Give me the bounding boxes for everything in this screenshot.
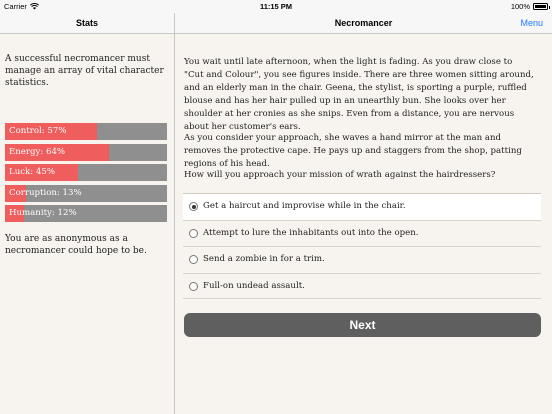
choice-option[interactable] [183,193,541,220]
choice-label: Get a haircut and improvise while in the chair. [203,201,406,211]
stats-pane [0,34,174,414]
choice-list [183,193,541,299]
stat-bar-label: Corruption: 13% [9,187,82,198]
radio-icon[interactable] [189,255,198,264]
stats-note: You are as anonymous as a necromancer could hope to be. [5,234,147,256]
story-title: Necromancer [334,18,393,28]
stat-bar-label: Luck: 45% [9,167,55,177]
choice-label: Full-on undead assault. [203,280,305,291]
menu-button[interactable]: Menu [520,18,543,28]
status-bar [0,0,552,13]
battery-percent: 100% [510,2,530,11]
choice-option[interactable] [183,273,541,300]
choice-option[interactable] [183,220,541,247]
stat-bar-control [5,123,167,140]
stat-bar-luck [5,164,167,181]
stats-title: Stats [75,18,98,28]
radio-icon[interactable] [189,229,198,238]
story-paragraph: As you consider your approach, she waves a hand mirror at the man and removes the protective cape. He pays up and staggers from the shop, patting regions of his head. [184,133,522,169]
next-button[interactable]: Next [184,313,541,337]
status-right [511,2,548,11]
stat-bar-corruption [5,185,167,202]
story-paragraph: You wait until late afternoon, when the light is fading. As you draw close to "Cut and Colour", you see figures inside. There are three women sitting around, and an elderly man in the chair. Geena, the stylist, is sporting a purple, ruffled blouse and has her hair pulled up in an unearthly bun. She looks over her shoulder at her cronies as she snips. Even from a distance, you are nervous about her customer's ears. [184,57,534,132]
choice-label: Attempt to lure the inhabitants out into the open. [203,227,419,238]
stat-bars [5,123,167,226]
story-pane [175,34,552,414]
battery-icon [533,3,548,10]
radio-selected-icon[interactable] [189,202,198,211]
stat-bar-label: Humanity: 12% [9,208,77,218]
carrier-label: Carrier [4,2,27,11]
choice-option[interactable] [183,246,541,273]
radio-icon[interactable] [189,282,198,291]
stat-bar-humanity [5,205,167,222]
stat-bar-label: Energy: 64% [9,146,66,157]
stats-nav-bar [0,13,174,34]
story-nav-bar [175,13,552,34]
story-question: How will you approach your mission of wrath against the hairdressers? [184,170,496,180]
stat-bar-label: Control: 57% [9,126,67,136]
choice-label: Send a zombie in for a trim. [203,254,325,264]
stats-intro: A successful necromancer must manage an array of vital character statistics. [5,54,164,88]
stat-bar-energy [5,144,167,161]
status-time: 11:15 PM [259,2,293,11]
